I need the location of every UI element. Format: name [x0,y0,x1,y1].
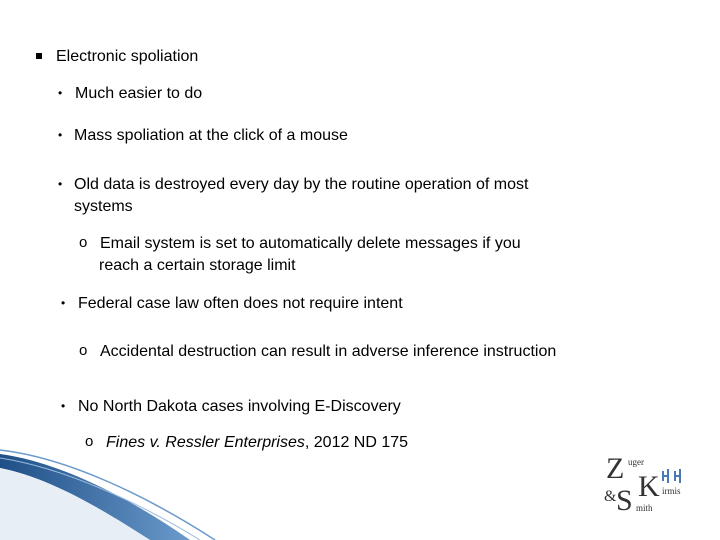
circle-bullet-icon: o [79,234,88,251]
bullet-old-data-line2: systems [74,198,133,215]
case-citation: , 2012 ND 175 [304,434,409,451]
logo-uger: uger [628,457,644,467]
bullet-federal-case-law: Federal case law often does not require intent [78,295,403,312]
square-bullet-icon [36,53,42,59]
subbullet-email-line1: Email system is set to automatically delete messages if you [100,235,521,252]
bullet-dot-icon: • [58,86,63,100]
bullet-easier: Much easier to do [75,85,203,102]
logo-k: K [638,470,660,503]
logo-mith: mith [636,503,653,513]
bullet-dot-icon: • [58,128,63,142]
logo-irmis: irmis [662,486,681,496]
bullet-dot-icon: • [61,399,66,413]
bullet-old-data-line1: Old data is destroyed every day by the routine operation of most [74,176,529,193]
logo-z: Z [606,452,625,485]
logo-ampersand: & [604,488,617,505]
circle-bullet-icon: o [85,433,94,450]
logo-emblem-icon [661,469,683,483]
bullet-dot-icon: • [61,296,66,310]
heading-electronic-spoliation: Electronic spoliation [56,48,199,65]
circle-bullet-icon: o [79,342,88,359]
case-name: Fines v. Ressler Enterprises [106,434,305,451]
bullet-dot-icon: • [58,177,63,191]
subbullet-email-line2: reach a certain storage limit [99,257,296,274]
firm-logo [604,452,700,520]
subbullet-accidental: Accidental destruction can result in adverse inference instruction [100,343,557,360]
bullet-mass-spoliation: Mass spoliation at the click of a mouse [74,127,348,144]
bullet-north-dakota: No North Dakota cases involving E-Discovery [78,398,401,415]
logo-s: S [616,484,633,517]
